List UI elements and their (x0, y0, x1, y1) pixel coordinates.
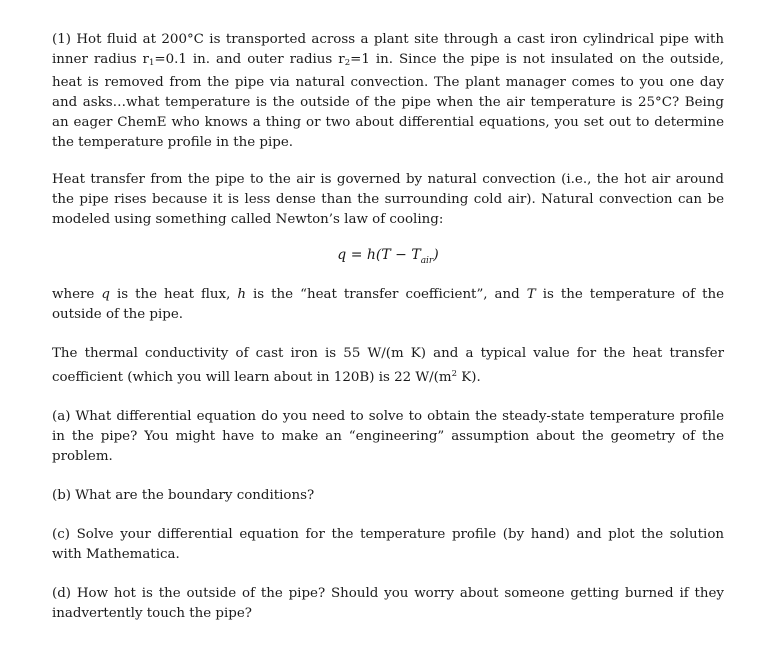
equation-main: q = h(T − T (337, 247, 421, 263)
where-text-2: is the heat flux, (109, 287, 238, 302)
intro-text-3: =1 in. Since the pipe is not insulated on the outside, heat is removed from the pipe via natural convection. The plant manager comes to you one day and asks…what temperature is the outside of the pipe when the air temperature is 25°C? Being an eager ChemE who knows a thing or two about differential equations, you set out to determine the temperature profile in the pipe. (52, 52, 724, 150)
conductivity-text-1: The thermal conductivity of cast iron is 55 W/(m K) and a typical value for the heat transfer coefficient (which you will learn about in 120B) is 22 W/(m (52, 346, 724, 385)
part-d-question: (d) How hot is the outside of the pipe? Should you worry about someone getting burned if they inadvertently touch the pipe? (52, 586, 724, 621)
equation-close-paren: ) (433, 247, 439, 263)
variable-definitions-paragraph (52, 285, 724, 325)
var-q: q (101, 287, 110, 302)
var-h: h (237, 287, 246, 302)
intro-text-2: =0.1 in. and outer radius r (154, 52, 345, 67)
convection-paragraph: Heat transfer from the pipe to the air is governed by natural convection (i.e., the hot air around the pipe rises because it is less dense than the surrounding cold air). Natural convection can be modeled using something called Newton’s law of cooling: (52, 172, 724, 227)
intro-text-1: (1) Hot fluid at 200°C is transported across a plant site through a cast iron cylindrical pipe with inner radius r (52, 32, 724, 67)
part-b-question: (b) What are the boundary conditions? (52, 488, 315, 503)
m2-superscript: 2 (451, 369, 458, 379)
where-text-3: is the “heat transfer coefficient”, and (246, 287, 527, 302)
r1-subscript: 1 (148, 58, 155, 68)
where-text-1: where (52, 287, 102, 302)
var-T: T (526, 287, 536, 302)
newtons-law-equation (52, 242, 724, 268)
part-c-question: (c) Solve your differential equation for the temperature profile (by hand) and plot the solution with Mathematica. (52, 527, 724, 562)
where-text-4: is the temperature of the outside of the pipe. (52, 287, 724, 322)
problem-document (52, 30, 724, 624)
part-a-question: (a) What differential equation do you need to solve to obtain the steady-state temperature profile in the pipe? You might have to make an “engineering” assumption about the geometry of the problem. (52, 409, 724, 464)
problem-intro-paragraph (52, 30, 724, 153)
equation-subscript-air: air (420, 256, 434, 266)
conductivity-text-2: K). (457, 370, 481, 385)
conductivity-paragraph (52, 344, 724, 388)
r2-subscript: 2 (344, 58, 351, 68)
